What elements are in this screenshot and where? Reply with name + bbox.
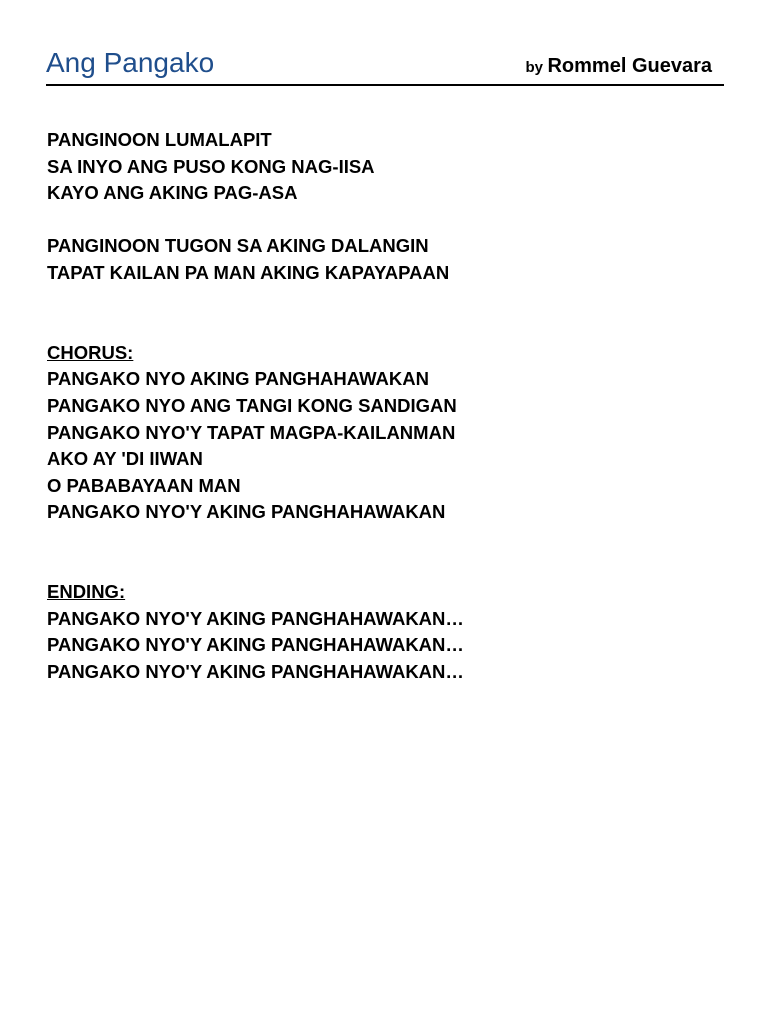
chorus-section [47,340,727,526]
ending-section [47,579,727,685]
spacer [47,526,727,579]
lyric-line: PANGAKO NYO'Y AKING PANGHAHAWAKAN… [47,660,464,682]
lyric-line: PANGINOON LUMALAPIT [47,129,272,150]
song-title: Ang Pangako [46,47,215,78]
document-header [46,44,724,86]
lyric-line: PANGINOON TUGON SA AKING DALANGIN [47,235,429,257]
lyric-line: PANGAKO NYO'Y AKING PANGHAHAWAKAN [47,501,446,523]
lyric-line: PANGAKO NYO'Y AKING PANGHAHAWAKAN… [47,634,464,656]
lyric-line: AKO AY 'DI IIWAN [47,448,203,470]
ending-label: ENDING: [47,581,126,603]
byline [526,52,712,82]
lyric-line: PANGAKO NYO'Y AKING PANGHAHAWAKAN… [47,607,464,629]
lyric-line: PANGAKO NYO'Y TAPAT MAGPA-KAILANMAN [47,421,456,443]
lyric-line: PANGAKO NYO AKING PANGHAHAWAKAN [47,368,429,390]
lyric-line: O PABABAYAAN MAN [47,474,241,496]
lyric-line: PANGAKO NYO ANG TANGI KONG SANDIGAN [47,394,457,416]
by-label: by [525,59,544,76]
spacer [47,287,727,340]
verse-2 [47,233,727,286]
author-name: Rommel Guevara [547,55,712,77]
chorus-label: CHORUS: [47,341,134,363]
lyric-line: TAPAT KAILAN PA MAN AKING KAPAYAPAAN [47,261,450,283]
lyric-line: SA INYO ANG PUSO KONG NAG-IISA [47,155,375,177]
lyric-line: KAYO ANG AKING PAG-ASA [47,182,298,204]
spacer [47,207,727,234]
verse-1 [47,127,727,207]
lyrics-body [47,127,727,685]
